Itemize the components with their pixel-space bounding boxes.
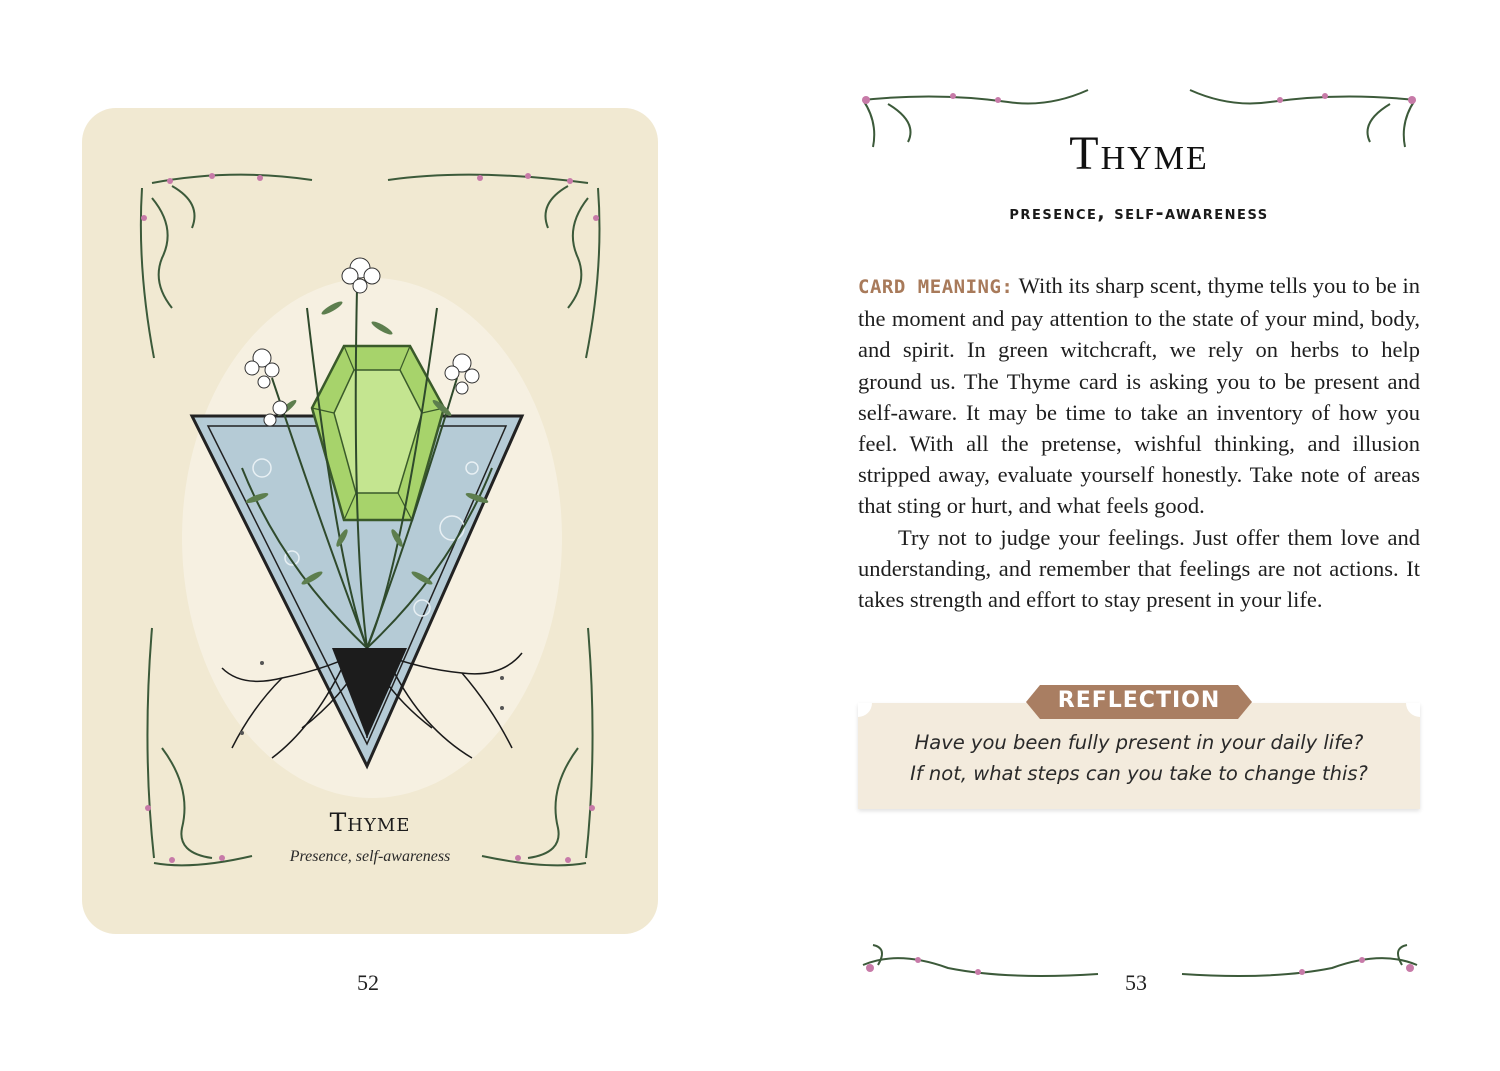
reflection-question-1: Have you been fully present in your daily life? bbox=[914, 731, 1364, 754]
page-number-right: 53 bbox=[1125, 970, 1147, 995]
body-paragraph-2: Try not to judge your feelings. Just offer them love and understanding, and remember that feelings are not actions. It takes strength and effort to stay present in your life. bbox=[858, 524, 1420, 613]
card-subtitle: Presence, self-awareness bbox=[289, 848, 451, 865]
bottom-vine-flourish-left bbox=[858, 940, 1108, 990]
oracle-card bbox=[82, 108, 658, 934]
body-paragraph-1 bbox=[858, 270, 1420, 522]
page-title: Thyme bbox=[1069, 127, 1209, 180]
page-subtitle: presence, self-awareness bbox=[1009, 202, 1269, 224]
card-meaning-label: CARD MEANING: bbox=[858, 276, 1014, 298]
page-number-left: 52 bbox=[357, 970, 379, 995]
card-meaning-body bbox=[858, 270, 1420, 615]
reflection-label: REFLECTION bbox=[1057, 688, 1221, 713]
reflection-question-2: If not, what steps can you take to change this? bbox=[910, 762, 1368, 785]
body-paragraph-1-text: With its sharp scent, thyme tells you to be in the moment and pay attention to the state of your mind, body, and spirit. In green witchcraft, we rely on herbs to help ground us. The Thyme card is asking you to be present and self-aware. It may be time to take an inventory of how you feel. With all the pretense, wishful thinking, and illusion stripped away, evaluate yourself honestly. Take note of areas that sting or hurt, and what feels good. bbox=[858, 273, 1420, 519]
card-title: Thyme bbox=[329, 808, 411, 837]
bottom-vine-flourish-right bbox=[1172, 940, 1422, 990]
